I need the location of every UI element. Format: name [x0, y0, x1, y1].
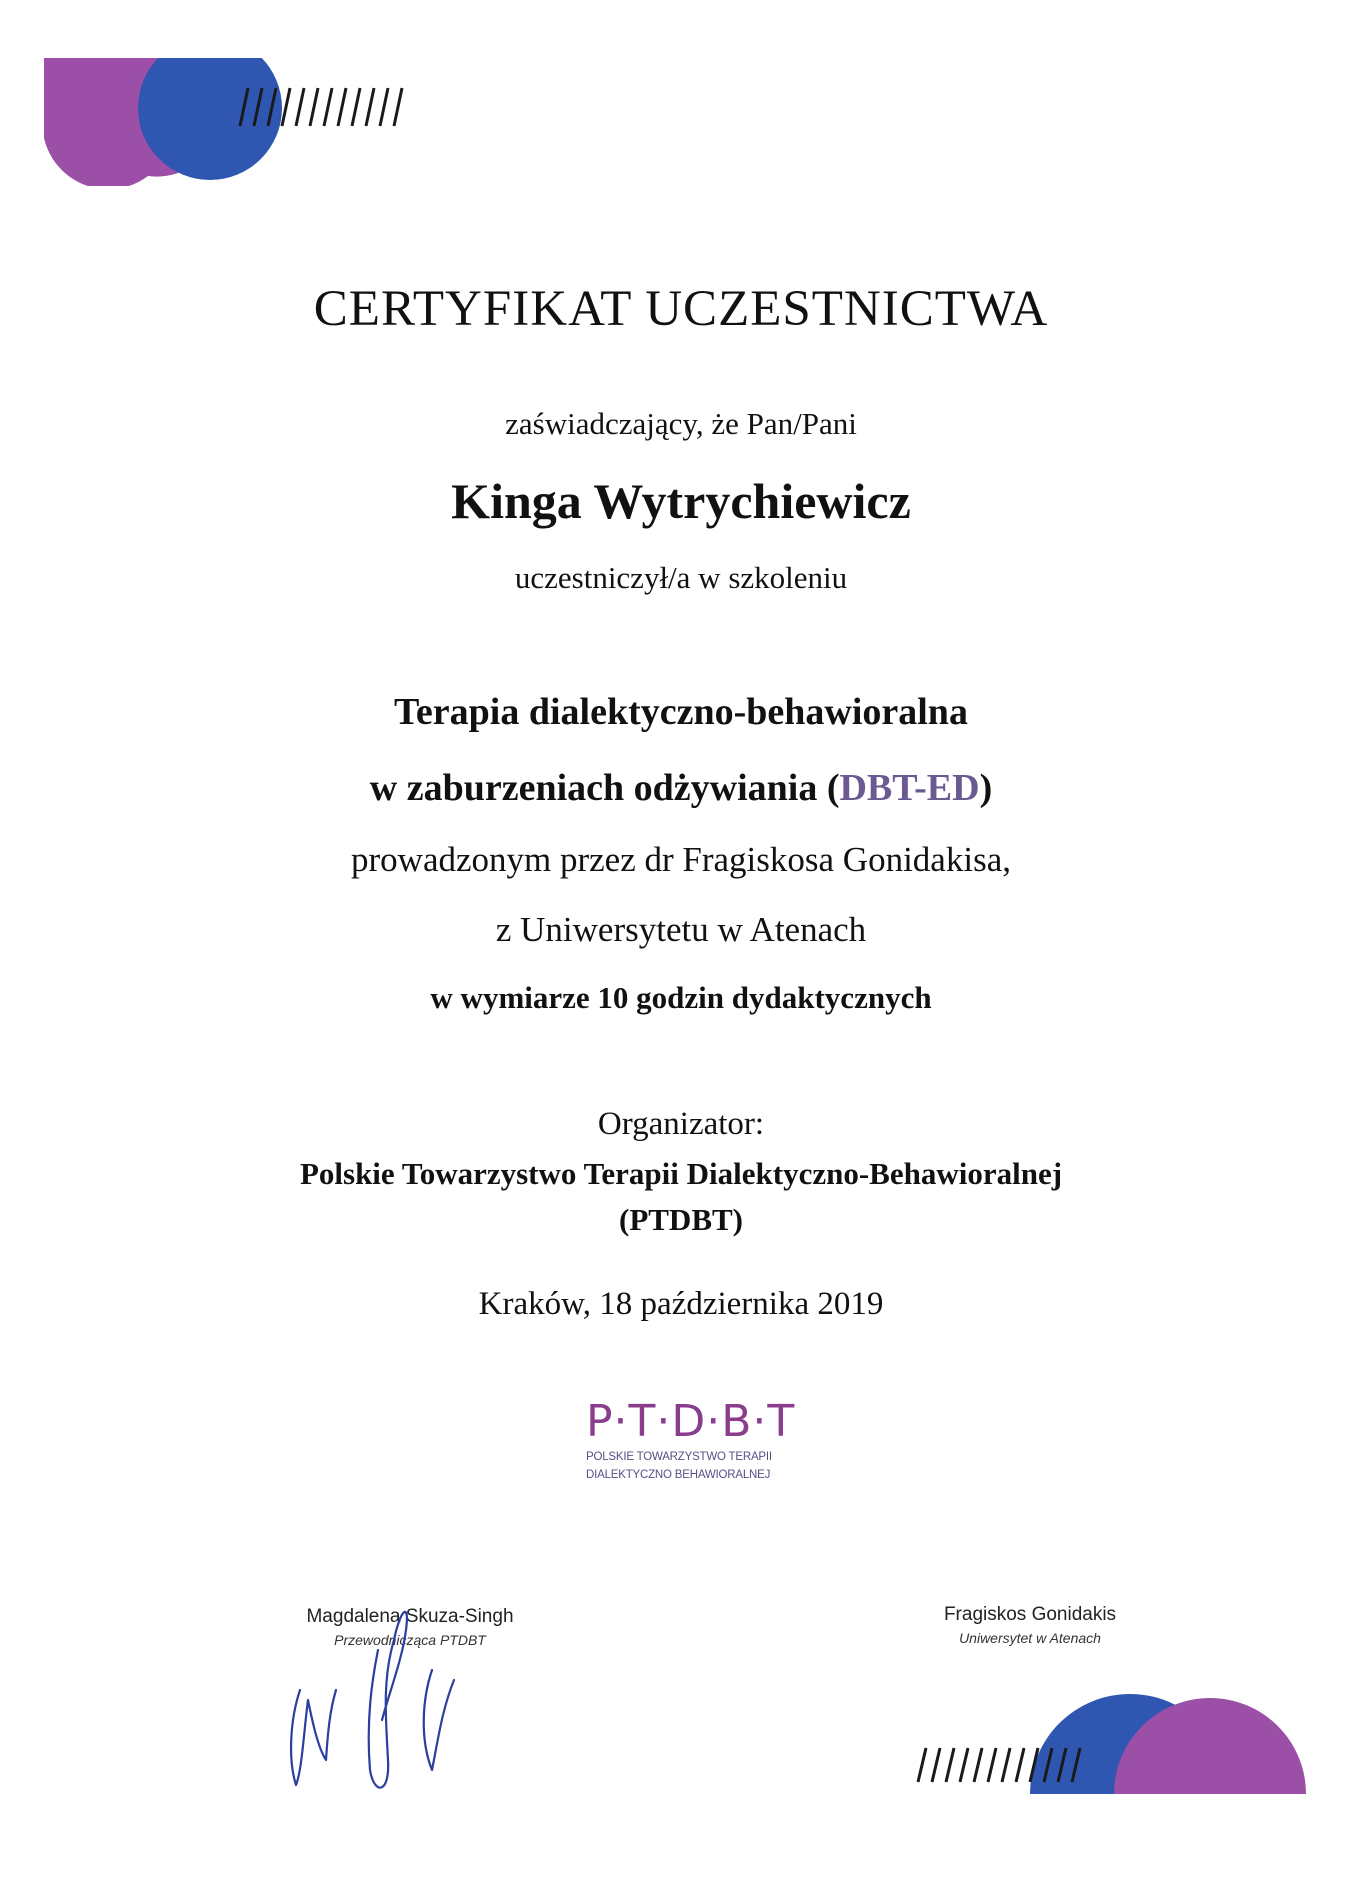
right-signatory [880, 1604, 1180, 1646]
top-left-decoration [44, 58, 424, 186]
circles-stripes-graphic-bottom [910, 1674, 1310, 1814]
certificate-title: CERTYFIKAT UCZESTNICTWA [313, 281, 1049, 337]
logo-subtitle-line2: DIALEKTYCZNO BEHAWIORALNEJ [586, 1469, 771, 1481]
right-signatory-name: Fragiskos Gonidakis [943, 1604, 1117, 1625]
ptdbt-logo [586, 1396, 796, 1482]
right-signatory-role: Uniwersytet w Atenach [959, 1630, 1101, 1646]
hours-line: w wymiarze 10 godzin dydaktycznych [430, 980, 932, 1015]
university-line: z Uniwersytetu w Atenach [495, 910, 867, 949]
bottom-right-decoration [910, 1674, 1310, 1814]
left-signatory-role: Przewodnicząca PTDBT [334, 1632, 486, 1648]
logo-subtitle-line1: POLSKIE TOWARZYSTWO TERAPII [586, 1451, 772, 1463]
trainer-line: prowadzonym przez dr Fragiskosa Gonidakisa, [351, 840, 1011, 879]
course-line2-suffix: ) [979, 767, 993, 809]
organizer-label: Organizator: [597, 1106, 765, 1142]
participant-name: Kinga Wytrychiewicz [451, 473, 911, 529]
logo-mark: P·T·D·B·T [586, 1396, 796, 1447]
course-title-line2 [0, 766, 1362, 810]
handwritten-signature [282, 1570, 502, 1805]
intro-text: zaświadczający, że Pan/Pani [505, 406, 857, 441]
participation-text: uczestniczył/a w szkoleniu [514, 560, 848, 595]
organizer-name: Polskie Towarzystwo Terapii Dialektyczno-Behawioralnej [299, 1156, 1063, 1191]
left-signatory-name: Magdalena Skuza-Singh [306, 1606, 514, 1627]
course-line2-prefix: w zaburzeniach odżywiania ( [369, 767, 840, 809]
place-and-date: Kraków, 18 października 2019 [478, 1286, 884, 1322]
circles-stripes-graphic [44, 58, 424, 186]
course-title-line1: Terapia dialektyczno-behawioralna [394, 691, 968, 733]
course-acronym: DBT-ED [839, 767, 980, 809]
organizer-abbreviation: (PTDBT) [619, 1202, 743, 1237]
